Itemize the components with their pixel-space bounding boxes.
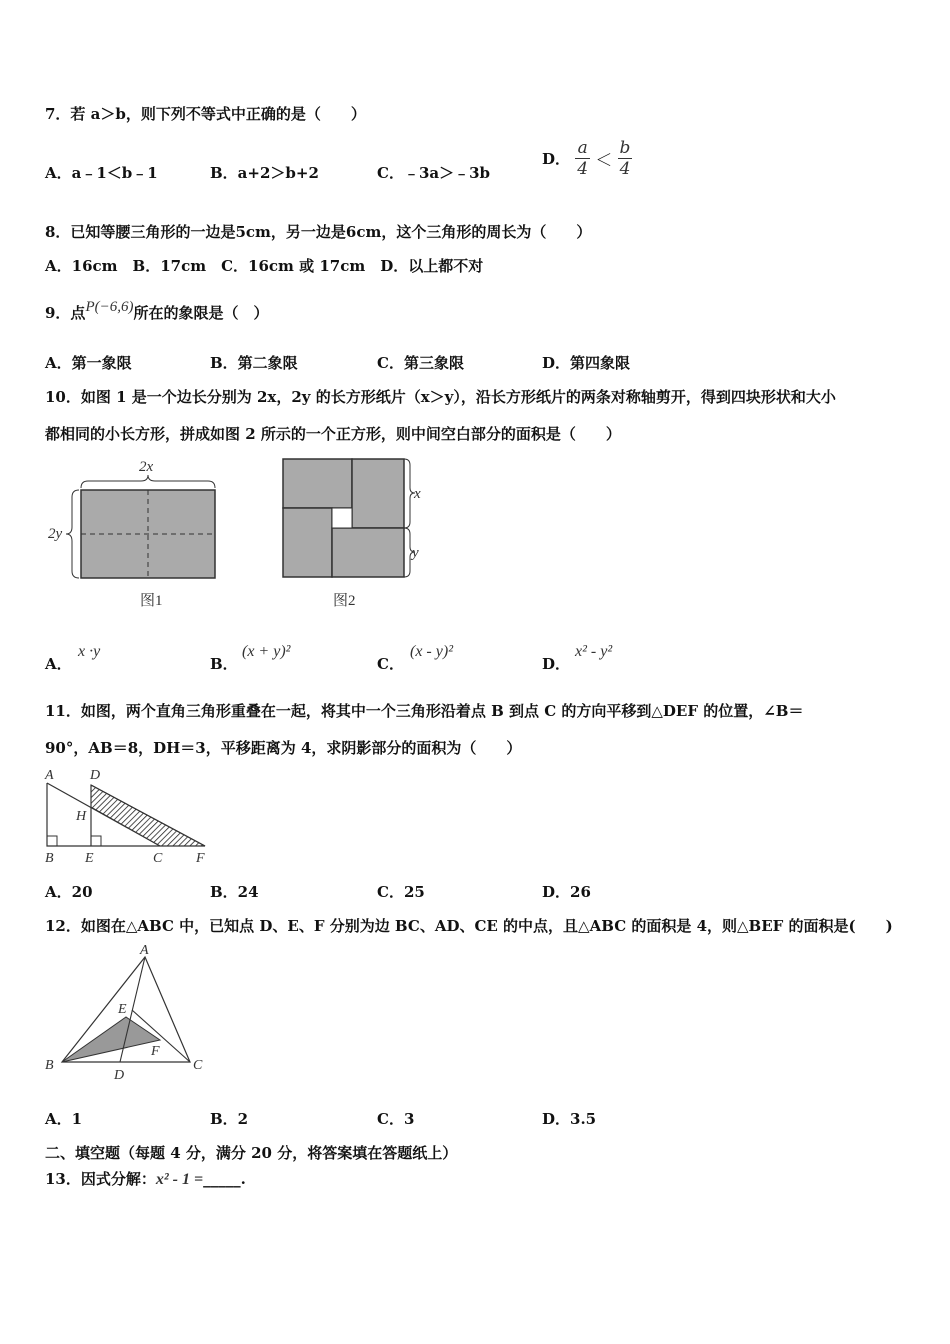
q12-option-b: B．2 [210,1110,249,1128]
fraction-numerator: b [619,138,631,158]
q13-expression: x² - 1 = [155,1171,204,1188]
q12-option-a: A．1 [45,1110,83,1128]
q12-label-c: C [193,1058,203,1073]
q9-stem-after: 所在的象限是（ ） [133,304,269,322]
q10-option-b-expr: (x + y)² [242,643,291,660]
q7-option-b: B．a+2＞b+2 [210,164,319,182]
q10-option-c-label: C． [377,655,404,673]
fig1-top-label: 2x [139,459,154,475]
q11-option-c: C．25 [377,883,425,901]
fig2-caption: 图2 [333,593,356,609]
q11-label-b: B [45,851,54,866]
q11-label-d: D [90,768,101,783]
fig1-caption: 图1 [140,593,163,609]
q10-option-d-expr: x² - y² [575,643,613,660]
q7-stem: 7．若 a＞b，则下列不等式中正确的是（ ） [45,105,366,123]
q11-label-h: H [76,809,87,824]
q12-stem: 12．如图在△ABC 中，已知点 D、E、F 分别为边 BC、AD、CE 的中点，且△ABC 的面积是 4，则△BEF 的面积是( ) [45,917,893,935]
q7-option-a: A．a﹣1＜b﹣1 [45,164,158,182]
q7-option-d-relation: ＜ [595,151,613,171]
q10-option-c-expr: (x - y)² [410,643,453,660]
q12-label-f: F [151,1044,160,1059]
q11-label-c: C [153,851,163,866]
q7-option-d-label: D． [542,150,571,168]
q9-stem-before: 9．点 [45,304,86,322]
fraction-denominator: 4 [619,159,631,179]
q12-option-c: C．3 [377,1110,415,1128]
q8-stem: 8．已知等腰三角形的一边是5cm，另一边是6cm，这个三角形的周长为（ ） [45,223,592,241]
q10-option-b-label: B． [210,655,238,673]
q12-option-d: D．3.5 [542,1110,597,1128]
fraction-denominator: 4 [577,159,589,179]
q10-option-a-expr: x ·y [78,643,101,660]
fig1-left-label: 2y [48,526,63,542]
q8-options: A．16cm B．17cm C．16cm 或 17cm D．以上都不对 [45,257,484,275]
q10-option-a-label: A． [45,655,72,673]
q10-option-d-label: D． [542,655,571,673]
q12-label-d: D [114,1068,125,1083]
q11-label-e: E [85,851,94,866]
q9-option-d: D．第四象限 [542,354,631,372]
q11-label-a: A [45,768,54,783]
q11-stem-line1: 11．如图，两个直角三角形重叠在一起，将其中一个三角形沿着点 B 到点 C 的方向平移到△DEF 的位置，∠B＝ [45,702,804,720]
q13-end: . [240,1170,246,1188]
q11-option-d: D．26 [542,883,591,901]
q9-option-b: B．第二象限 [210,354,298,372]
q11-label-f: F [196,851,205,866]
q13-stem-before: 13．因式分解： [45,1170,156,1188]
q10-stem-line1: 10．如图 1 是一个边长分别为 2x，2y 的长方形纸片（x＞y），沿长方形纸片的两条对称轴剪开，得到四块形状和大小 [45,388,836,406]
section-2-heading: 二、填空题（每题 4 分，满分 20 分，将答案填在答题纸上） [45,1144,458,1162]
q9-point: P(−6,6) [85,299,134,315]
fig2-label-x: x [414,486,421,502]
q12-label-b: B [45,1058,54,1073]
q12-label-a: A [140,943,149,958]
q10-stem-line2: 都相同的小长方形，拼成如图 2 所示的一个正方形，则中间空白部分的面积是（ ） [45,425,621,443]
q11-option-b: B．24 [210,883,259,901]
q9-option-c: C．第三象限 [377,354,464,372]
q11-stem-line2: 90°，AB＝8，DH＝3，平移距离为 4，求阴影部分的面积为（ ） [45,739,522,757]
fraction-numerator: a [575,138,590,159]
q7-option-c: C．﹣3a＞﹣3b [377,164,491,182]
q13-answer-blank: _____ [203,1170,241,1188]
q13-stem [45,1168,246,1189]
q12-shaded-triangle-bef [62,1017,160,1062]
fig2-label-y: y [412,545,419,561]
q11-option-a: A．20 [45,883,93,901]
q9-option-a: A．第一象限 [45,354,132,372]
q12-label-e: E [118,1002,127,1017]
